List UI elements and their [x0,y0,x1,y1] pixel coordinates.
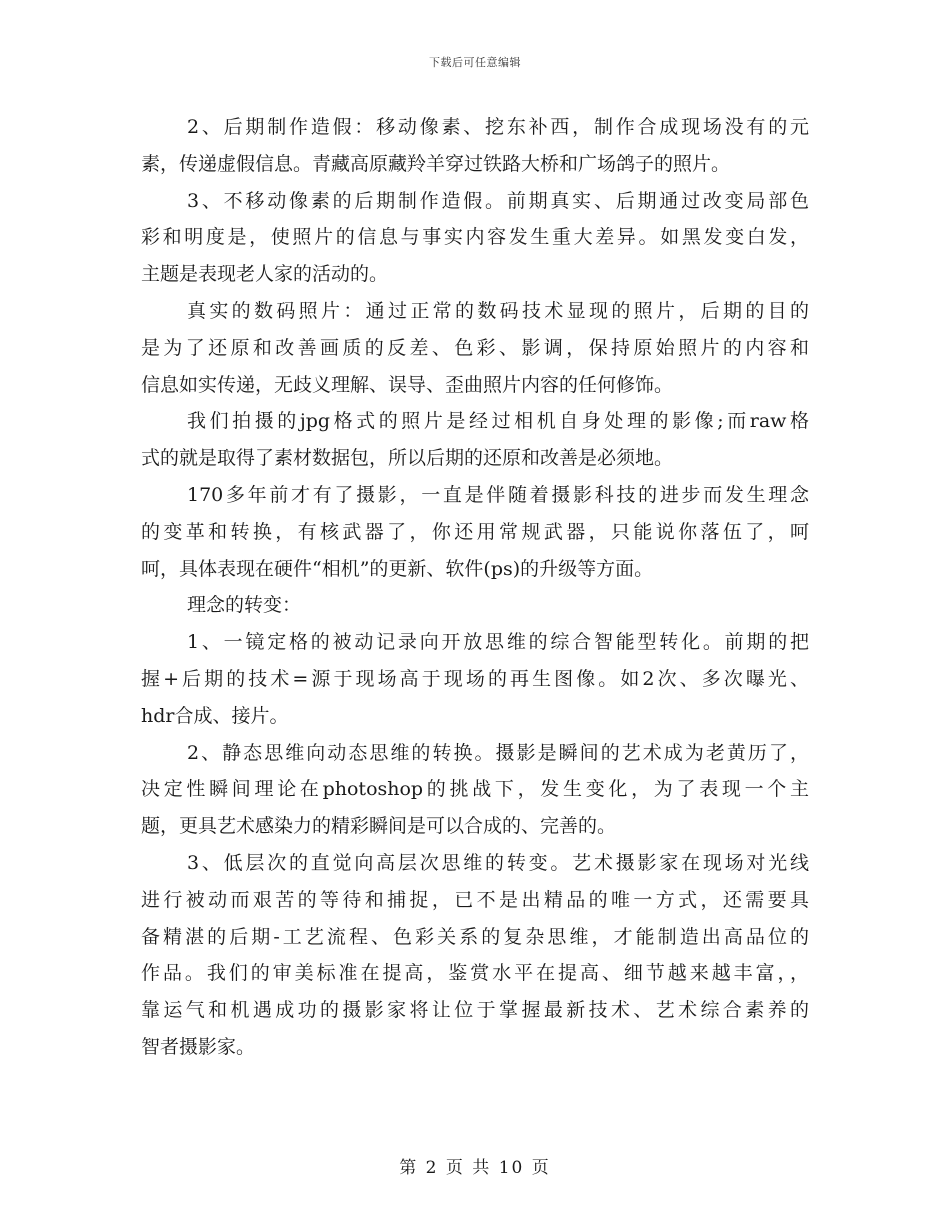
paragraph-1 [141,109,809,183]
text-line: 2、后期制作造假：移动像素、挖东补西，制作合成现场没有的元 [187,116,809,138]
text-line: 备精湛的后期-工艺流程、色彩关系的复杂思维，才能制造出高品位的 [141,925,809,948]
text-line: 决定性瞬间理论在photoshop的挑战下，发生变化，为了表现一个主 [141,778,809,801]
page-number-footer: 第 2 页 共 10 页 [399,1158,551,1178]
paragraph-6 [141,587,809,624]
text-line: 题，更具艺术感染力的精彩瞬间是可以合成的、完善的。 [141,815,617,838]
text-line: 素，传递虚假信息。青藏高原藏羚羊穿过铁路大桥和广场鸽子的照片。 [141,152,731,175]
text-line: 3、低层次的直觉向高层次思维的转变。艺术摄影家在现场对光线 [187,851,809,874]
paragraph-2 [141,183,809,293]
document-body [141,109,809,1066]
text-line: 的变革和转换，有核武器了，你还用常规武器，只能说你落伍了，呵 [141,520,809,543]
text-line: 彩和明度是，使照片的信息与事实内容发生重大差异。如黑发变白发， [141,226,809,249]
text-line: 170多年前才有了摄影，一直是伴随着摄影科技的进步而发生理念 [187,483,809,506]
text-line: 主题是表现老人家的活动的。 [141,263,389,286]
text-line: 作品。我们的审美标准在提高，鉴赏水平在提高、细节越来越丰富，， [141,962,809,985]
text-line: 靠运气和机遇成功的摄影家将让位于掌握最新技术、艺术综合素养的 [141,999,809,1022]
text-line: 3、不移动像素的后期制作造假。前期真实、后期通过改变局部色 [187,189,809,212]
text-line: 真实的数码照片：通过正常的数码技术显现的照片，后期的目的 [187,299,809,322]
text-line: 信息如实传递，无歧义理解、误导、歪曲照片内容的任何修饰。 [141,373,674,396]
text-line: 呵，具体表现在硬件“相机”的更新、软件(ps)的升级等方面。 [141,557,654,580]
section-heading: 理念的转变： [187,594,302,617]
text-line: 握+后期的技术=源于现场高于现场的再生图像。如2次、多次曝光、 [141,667,809,690]
text-line: hdr合成、接片。 [141,704,289,727]
text-line: 2、静态思维向动态思维的转换。摄影是瞬间的艺术成为老黄历了， [187,741,809,764]
paragraph-7 [141,624,809,734]
text-line: 是为了还原和改善画质的反差、色彩、影调，保持原始照片的内容和 [141,336,809,359]
paragraph-9 [141,845,809,1066]
text-line: 1、一镜定格的被动记录向开放思维的综合智能型转化。前期的把 [187,631,809,654]
text-line: 进行被动而艰苦的等待和捕捉，已不是出精品的唯一方式，还需要具 [141,888,809,911]
text-line: 智者摄影家。 [141,1035,256,1058]
paragraph-4 [141,403,809,477]
text-line: 我们拍摄的jpg格式的照片是经过相机自身处理的影像;而raw格 [187,410,809,433]
page-header: 下载后可任意编辑 [429,56,521,69]
text-line: 式的就是取得了素材数据包，所以后期的还原和改善是必须地。 [141,447,674,470]
paragraph-5 [141,477,809,587]
paragraph-3 [141,293,809,403]
paragraph-8 [141,735,809,845]
